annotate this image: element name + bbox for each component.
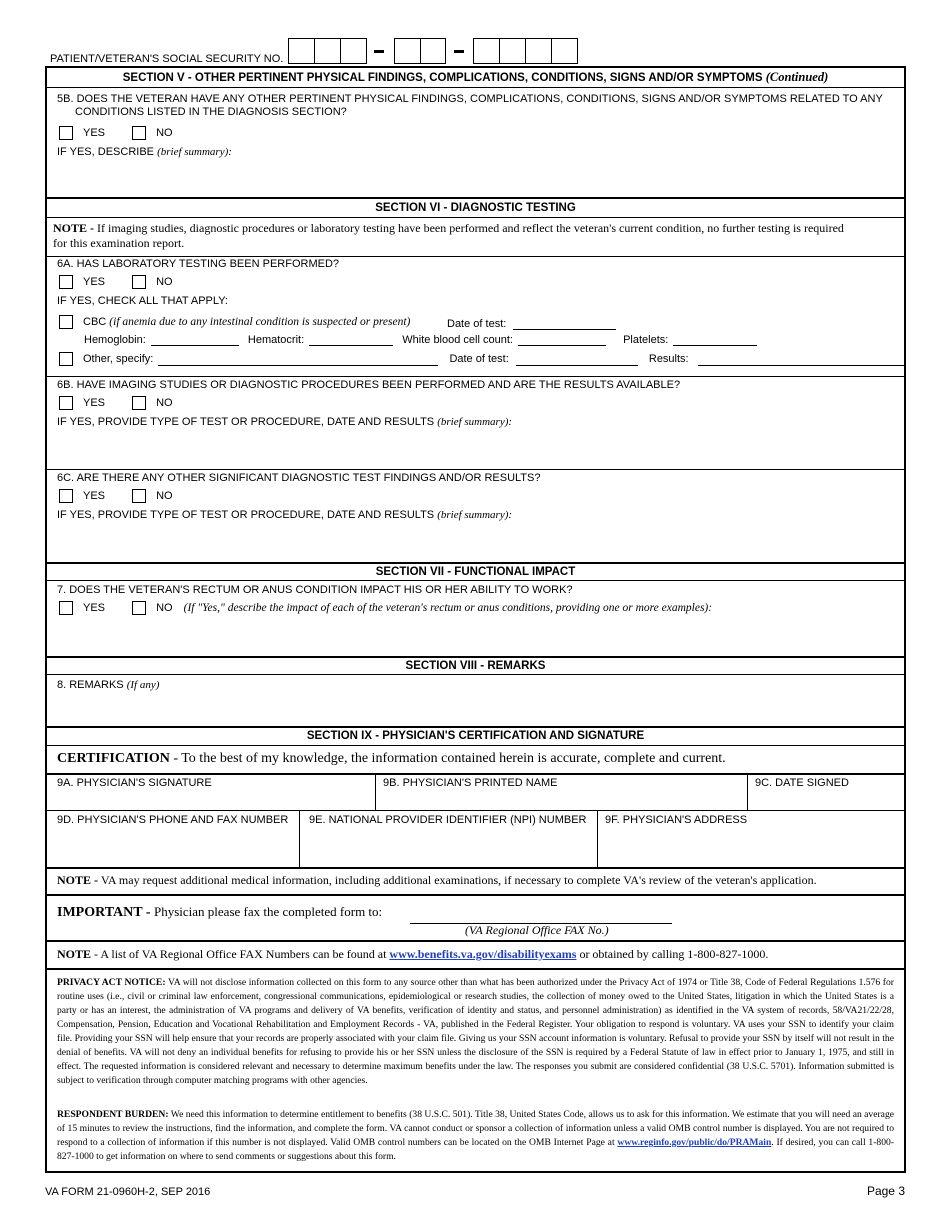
q6a-no-checkbox[interactable] [132, 275, 146, 289]
q5b-describe: IF YES, DESCRIBE (brief summary): [57, 146, 232, 158]
cbc-values-row: Hemoglobin: Hematocrit: White blood cell count: Platelets: [84, 334, 757, 346]
other-test-checkbox[interactable] [59, 352, 73, 366]
q6b-yes-checkbox[interactable] [59, 396, 73, 410]
q7-no-checkbox[interactable] [132, 601, 146, 615]
no-label: NO [156, 126, 173, 139]
f9a-label: 9A. PHYSICIAN'S SIGNATURE [57, 777, 212, 789]
benefits-link[interactable]: www.benefits.va.gov/disabilityexams [389, 947, 577, 961]
important-fax-note: IMPORTANT - Physician please fax the completed form to: [57, 904, 383, 920]
cbc-checkbox[interactable] [59, 315, 73, 329]
yes-label: YES [83, 126, 106, 139]
divider [47, 894, 904, 896]
fax-number-input[interactable] [410, 906, 672, 924]
q6b-describe-area[interactable] [47, 430, 904, 468]
form-page [45, 66, 906, 1173]
q6b-no-checkbox[interactable] [132, 396, 146, 410]
q6c-no-checkbox[interactable] [132, 489, 146, 503]
physician-name-input[interactable] [376, 790, 747, 810]
q6c-label: 6C. ARE THERE ANY OTHER SIGNIFICANT DIAGNOSTIC TEST FINDINGS AND/OR RESULTS? [57, 472, 541, 484]
q7-label: 7. DOES THE VETERAN'S RECTUM OR ANUS CONDITION IMPACT HIS OR HER ABILITY TO WORK? [57, 584, 573, 596]
q6b-provide: IF YES, PROVIDE TYPE OF TEST OR PROCEDURE, DATE AND RESULTS (brief summary): [57, 416, 513, 428]
q5b-line1: 5B. DOES THE VETERAN HAVE ANY OTHER PERTINENT PHYSICAL FINDINGS, COMPLICATIONS, CONDITIONS, SIGNS AND/OR SYMPTOMS RELATED TO ANY [57, 93, 883, 105]
section-5-header: SECTION V - OTHER PERTINENT PHYSICAL FINDINGS, COMPLICATIONS, CONDITIONS, SIGNS AND/OR SYMPTOMS (Continued) [47, 68, 904, 88]
q6c-describe-area[interactable] [47, 523, 904, 561]
hemoglobin-input[interactable] [151, 334, 239, 346]
reginfo-link[interactable]: www.reginfo.gov/public/do/PRAMain [617, 1137, 772, 1148]
ssn-part2-input[interactable] [394, 38, 446, 64]
section-6-header: SECTION VI - DIAGNOSTIC TESTING [47, 199, 904, 218]
other-specify-input[interactable] [158, 354, 438, 366]
section-6-note: NOTE - If imaging studies, diagnostic procedures or laboratory testing have been performed and reflect the veteran's current condition, no further testing is required for this examination report. [53, 221, 844, 250]
section-8-header: SECTION VIII - REMARKS [47, 658, 904, 675]
f9f-label: 9F. PHYSICIAN'S ADDRESS [605, 814, 748, 826]
other-date-input[interactable] [516, 354, 638, 366]
q5b-line2: CONDITIONS LISTED IN THE DIAGNOSIS SECTION? [75, 106, 347, 118]
physician-signature-input[interactable] [47, 790, 375, 810]
respondent-burden: RESPONDENT BURDEN: We need this information to determine entitlement to benefits (38 U.S.C. 501). Title 38, United States Code, allows us to ask for this information. We estimate that you will need an average of 15 minutes to review the instructions, find the information, and complete the form. VA cannot conduct or sponsor a collection of information unless a valid OMB control number is displayed. You are not required to respond to a collection of information if this number is not displayed. Valid OMB control numbers can be located on the OMB Internet Page at www.reginfo.gov/public/do/PRAMain. If desired, you can call 1-800-827-1000 to get information on where to send comments or suggestions about this form. [57, 1109, 894, 1162]
ssn-part1-input[interactable] [288, 38, 367, 64]
f9d-label: 9D. PHYSICIAN'S PHONE AND FAX NUMBER [57, 814, 289, 826]
q6a-yes-checkbox[interactable] [59, 275, 73, 289]
q5b-no-checkbox[interactable] [132, 126, 146, 140]
q5b-yes-checkbox[interactable] [59, 126, 73, 140]
ssn-row [48, 38, 908, 66]
privacy-act-notice: PRIVACY ACT NOTICE: VA will not disclose information collected on this form to any source other than what has been authorized under the Privacy Act of 1974 or Title 38, Code of Federal Regulations 1.576 for routine uses (i.e., civil or criminal law enforcement, congressional communications, epidemiological or research studies, the collection of money owed to the United States, litigation in which the United States is a party or has an interest, the administration of VA programs and delivery of VA benefits, verification of identity and status, and personnel administration) as identified in the VA system of records, 58/VA21/22/28, Compensation, Pension, Education and Vocational Rehabilitation and Employment Records - VA, published in the Federal Register. Your obligation to respond is voluntary. VA uses your SSN to identify your claim file. Providing your SSN will help ensure that your records are properly associated with your claim file. Giving us your SSN account information is voluntary. Refusal to provide your SSN by itself will not result in the denial of benefits. VA will not deny an individual benefits for refusing to provide his or her SSN unless the disclosure of the SSN is required by a Federal Statute of law in effect prior to January 1, 1975, and still in effect. The requested information is considered relevant and necessary to determine maximum benefits under the law. The responses you submit are considered confidential (38 U.S.C. 5701). Information submitted is subject to verification through computer matching programs with other agencies. [57, 977, 894, 1086]
other-test-row: Other, specify: Date of test: Results: [59, 352, 904, 366]
other-results-input[interactable] [698, 354, 904, 366]
certification-statement: CERTIFICATION - To the best of my knowledge, the information contained herein is accurate, complete and current. [57, 751, 726, 766]
q6a-label: 6A. HAS LABORATORY TESTING BEEN PERFORMED? [57, 258, 340, 270]
divider [47, 810, 904, 811]
divider [47, 469, 904, 470]
q6b-options: YES NO [59, 396, 173, 410]
ssn-part3-input[interactable] [473, 38, 578, 64]
q7-yes-checkbox[interactable] [59, 601, 73, 615]
cbc-date-row: Date of test: [447, 318, 616, 330]
date-signed-input[interactable] [748, 790, 904, 810]
f9e-label: 9E. NATIONAL PROVIDER IDENTIFIER (NPI) NUMBER [309, 814, 587, 826]
cbc-date-input[interactable] [513, 318, 616, 330]
divider [47, 940, 904, 942]
fax-hint: (VA Regional Office FAX No.) [465, 923, 609, 937]
q6c-yes-checkbox[interactable] [59, 489, 73, 503]
q5b-describe-area[interactable] [47, 160, 904, 196]
q6a-options: YES NO [59, 275, 173, 289]
ssn-dash [454, 50, 464, 53]
divider [47, 256, 904, 257]
phone-fax-input[interactable] [47, 828, 299, 866]
q7-describe-area[interactable] [47, 620, 904, 656]
divider [47, 376, 904, 377]
divider [47, 867, 904, 869]
q5b-options [59, 126, 173, 140]
physician-address-input[interactable] [598, 828, 904, 866]
hematocrit-input[interactable] [309, 334, 393, 346]
divider [47, 968, 904, 970]
page-number: Page 3 [866, 1184, 905, 1198]
f9b-label: 9B. PHYSICIAN'S PRINTED NAME [383, 777, 558, 789]
ssn-label: PATIENT/VETERAN'S SOCIAL SECURITY NO. [50, 53, 284, 65]
npi-input[interactable] [300, 828, 597, 866]
check-all-label: IF YES, CHECK ALL THAT APPLY: [57, 295, 228, 307]
q6b-label: 6B. HAVE IMAGING STUDIES OR DIAGNOSTIC PROCEDURES BEEN PERFORMED AND ARE THE RESULTS AVAILABLE? [57, 379, 681, 391]
section-9-header: SECTION IX - PHYSICIAN'S CERTIFICATION AND SIGNATURE [47, 728, 904, 746]
cbc-row: CBC (if anemia due to any intestinal condition is suspected or present) [59, 315, 410, 329]
remarks-label: 8. REMARKS (If any) [57, 679, 160, 691]
form-identifier: VA FORM 21-0960H-2, SEP 2016 [45, 1186, 211, 1198]
note-additional-info: NOTE - VA may request additional medical information, including additional examinations, if necessary to complete VA's review of the veteran's application. [57, 873, 817, 887]
f9c-label: 9C. DATE SIGNED [755, 777, 849, 789]
divider [47, 773, 904, 775]
ssn-dash [374, 50, 384, 53]
q6c-provide: IF YES, PROVIDE TYPE OF TEST OR PROCEDURE, DATE AND RESULTS (brief summary): [57, 509, 513, 521]
section-7-header: SECTION VII - FUNCTIONAL IMPACT [47, 564, 904, 581]
q7-options: YES NO (If "Yes," describe the impact of each of the veteran's rectum or anus conditions, providing one or more examples): [59, 601, 712, 615]
platelets-input[interactable] [673, 334, 757, 346]
remarks-area[interactable] [47, 693, 904, 726]
q6c-options: YES NO [59, 489, 173, 503]
note-fax-list: NOTE - A list of VA Regional Office FAX Numbers can be found at www.benefits.va.gov/disabilityexams or obtained by calling 1-800-827-1000. [57, 947, 769, 961]
wbc-input[interactable] [518, 334, 606, 346]
